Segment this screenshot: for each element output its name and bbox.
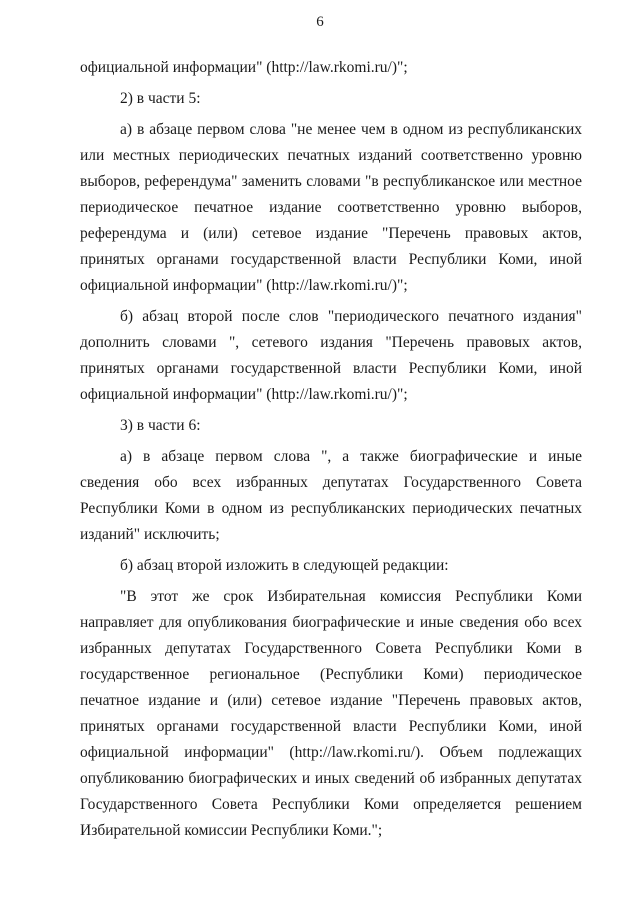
text-line: принятых органами государственной власти Республики Коми, иной xyxy=(80,251,582,268)
text-line: референдума и (или) сетевое издание "Перечень правовых актов, xyxy=(80,225,582,242)
text-line: Государственного Совета Республики Коми определяется решением xyxy=(80,796,582,813)
text-line: выборов, референдума" заменить словами "в республиканское или местное xyxy=(80,173,582,190)
list-item-heading: 2) в части 5: xyxy=(120,90,201,107)
text-line: или местных периодических печатных изданий соответственно уровню xyxy=(80,147,582,164)
text-line: б) абзац второй изложить в следующей редакции: xyxy=(120,557,449,574)
document-body xyxy=(80,55,582,844)
text-line: опубликованию биографических и иных сведений об избранных депутатах xyxy=(80,770,582,787)
page-number: 6 xyxy=(316,14,324,30)
text-line: принятых органами государственной власти Республики Коми, иной xyxy=(80,718,582,735)
text-line: дополнить словами ", сетевого издания "Перечень правовых актов, xyxy=(80,334,582,351)
text-line: официальной информации" (http://law.rkomi.ru/)"; xyxy=(80,386,408,403)
text-line: государственное региональное (Республики Коми) периодическое xyxy=(80,666,582,683)
text-line: принятых органами государственной власти Республики Коми, иной xyxy=(80,360,582,377)
text-line: "В этот же срок Избирательная комиссия Республики Коми xyxy=(120,588,582,605)
list-item-heading: 3) в части 6: xyxy=(120,417,201,434)
text-line: избранных депутатах Государственного Совета Республики Коми в xyxy=(80,640,582,657)
text-line: печатное издание и (или) сетевое издание "Перечень правовых актов, xyxy=(80,692,582,709)
text-line: б) абзац второй после слов "периодического печатного издания" xyxy=(120,308,582,325)
text-line: направляет для опубликования биографические и иные сведения обо всех xyxy=(80,614,582,631)
text-line: Избирательной комиссии Республики Коми."; xyxy=(80,822,383,839)
text-line: сведения обо всех избранных депутатах Государственного Совета xyxy=(80,474,582,491)
text-line: а) в абзаце первом слова ", а также биографические и иные xyxy=(120,448,582,465)
text-line: официальной информации" (http://law.rkomi.ru/)"; xyxy=(80,277,408,294)
text-line: периодическое печатное издание соответственно уровню выборов, xyxy=(80,199,582,216)
text-line: Республики Коми в одном из республиканских периодических печатных xyxy=(80,500,582,517)
text-line: официальной информации" (http://law.rkomi.ru/). Объем подлежащих xyxy=(80,744,582,761)
text-line: а) в абзаце первом слова "не менее чем в одном из республиканских xyxy=(120,121,582,138)
text-line: официальной информации" (http://law.rkomi.ru/)"; xyxy=(80,59,408,76)
text-line: изданий" исключить; xyxy=(80,526,220,543)
